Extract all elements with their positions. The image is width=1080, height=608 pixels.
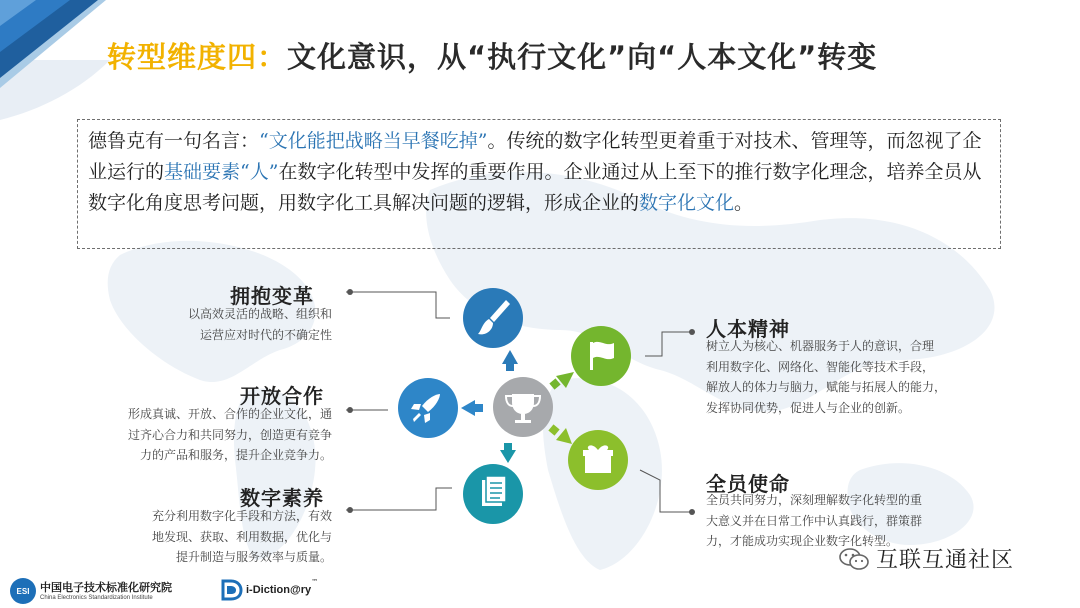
quote-text-4: 。 — [734, 192, 754, 214]
block-title-embrace-change: 拥抱变革 — [230, 284, 314, 308]
digital-literacy-node — [463, 464, 523, 524]
quote-highlight-1: “文化能把战略当早餐吃掉” — [259, 130, 488, 152]
text-line: 全员共同努力，深刻理解数字化转型的重 — [706, 493, 923, 507]
text-line: 运营应对时代的不确定性 — [199, 327, 332, 342]
brand-name: i-Diction@ry — [246, 584, 312, 596]
text-line: 形成真诚、开放、合作的企业文化，通 — [127, 407, 332, 421]
cesi-badge-text: ESI — [16, 586, 30, 596]
text-line: 地发现、获取、利用数据，优化与 — [151, 529, 332, 544]
arrow-to-people-icon — [549, 372, 574, 390]
cesi-badge — [10, 578, 36, 604]
cesi-logo — [10, 578, 172, 604]
people-spirit-node — [571, 326, 631, 386]
text-line: 以高效灵活的战略、组织和 — [187, 307, 332, 321]
quote-text-1: 德鲁克有一句名言： — [88, 130, 260, 152]
wechat-watermark — [838, 543, 1014, 574]
title-accent: 转型维度四： — [107, 40, 288, 74]
connector-line-embrace — [346, 292, 450, 318]
document-icon — [482, 476, 506, 506]
connector-line-digital — [346, 488, 452, 510]
watermark-text: 互联互通社区 — [876, 548, 1015, 573]
text-line: 解放人的体力与脑力，赋能与拓展人的能力， — [706, 380, 947, 394]
text-line: 大意义并在日常工作中认真践行，群策群 — [706, 513, 923, 528]
arrow-to-open-icon — [461, 400, 483, 416]
quote-text-2: 。传统的数字化转型更着重于对技术、管理等，而忽视了企业运行的 — [88, 130, 982, 183]
idictionary-mark-icon — [219, 578, 243, 602]
arrow-to-mission-icon — [548, 424, 572, 444]
embrace-change-node — [463, 288, 523, 348]
title-main: 文化意识，从“执行文化”向“人本文化”转变 — [287, 40, 878, 74]
center-node — [493, 377, 553, 437]
connector-line-people — [645, 332, 694, 356]
block-title-digital-literacy: 数字素养 — [240, 486, 324, 510]
connector-line-mission — [640, 470, 694, 512]
text-line: 充分利用数字化手段和方法，有效 — [151, 509, 332, 523]
quote-highlight-2: 基础要素“人” — [164, 161, 279, 183]
quote-text-3: 在数字化转型中发挥的重要作用。企业通过从上至下的推行数字化理念，培养全员从数字化角度思考问题，用数字化工具解决问题的逻辑，形成企业的 — [88, 161, 982, 214]
text-line: 力，才能成功实现企业数字化转型。 — [706, 534, 899, 548]
text-line: 提升制造与服务效率与质量。 — [175, 550, 332, 564]
block-title-people-spirit: 人本精神 — [706, 317, 790, 341]
idictionary-logo — [219, 578, 318, 602]
block-title-open-cooperation: 开放合作 — [240, 384, 324, 408]
text-line: 过齐心合力和共同努力，创造更有竞争 — [127, 427, 332, 442]
block-text-digital-literacy — [80, 506, 332, 568]
wechat-icon — [838, 546, 870, 572]
all-staff-mission-node — [568, 430, 628, 490]
org-name-en: China Electronics Standardization Institute — [40, 594, 153, 601]
text-line: 力的产品和服务，提升企业竞争力。 — [139, 448, 332, 462]
arrow-to-digital-icon — [500, 443, 516, 463]
open-cooperation-node — [398, 378, 458, 438]
block-text-embrace-change — [120, 304, 332, 345]
block-text-people-spirit — [706, 336, 1046, 418]
text-line: 树立人为核心、机器服务于人的意识，合理 — [706, 339, 935, 353]
quote-highlight-3: 数字化文化 — [639, 192, 735, 214]
text-line: 利用数字化、网络化、智能化等技术手段， — [706, 359, 935, 374]
org-name-cn: 中国电子技术标准化研究院 — [40, 580, 172, 594]
text-line: 发挥协同优势，促进人与企业的创新。 — [706, 400, 911, 415]
brand-tm: ™ — [311, 578, 319, 586]
block-title-all-staff-mission: 全员使命 — [706, 472, 790, 496]
arrow-to-embrace-icon — [502, 350, 518, 371]
block-text-open-cooperation — [52, 404, 332, 466]
